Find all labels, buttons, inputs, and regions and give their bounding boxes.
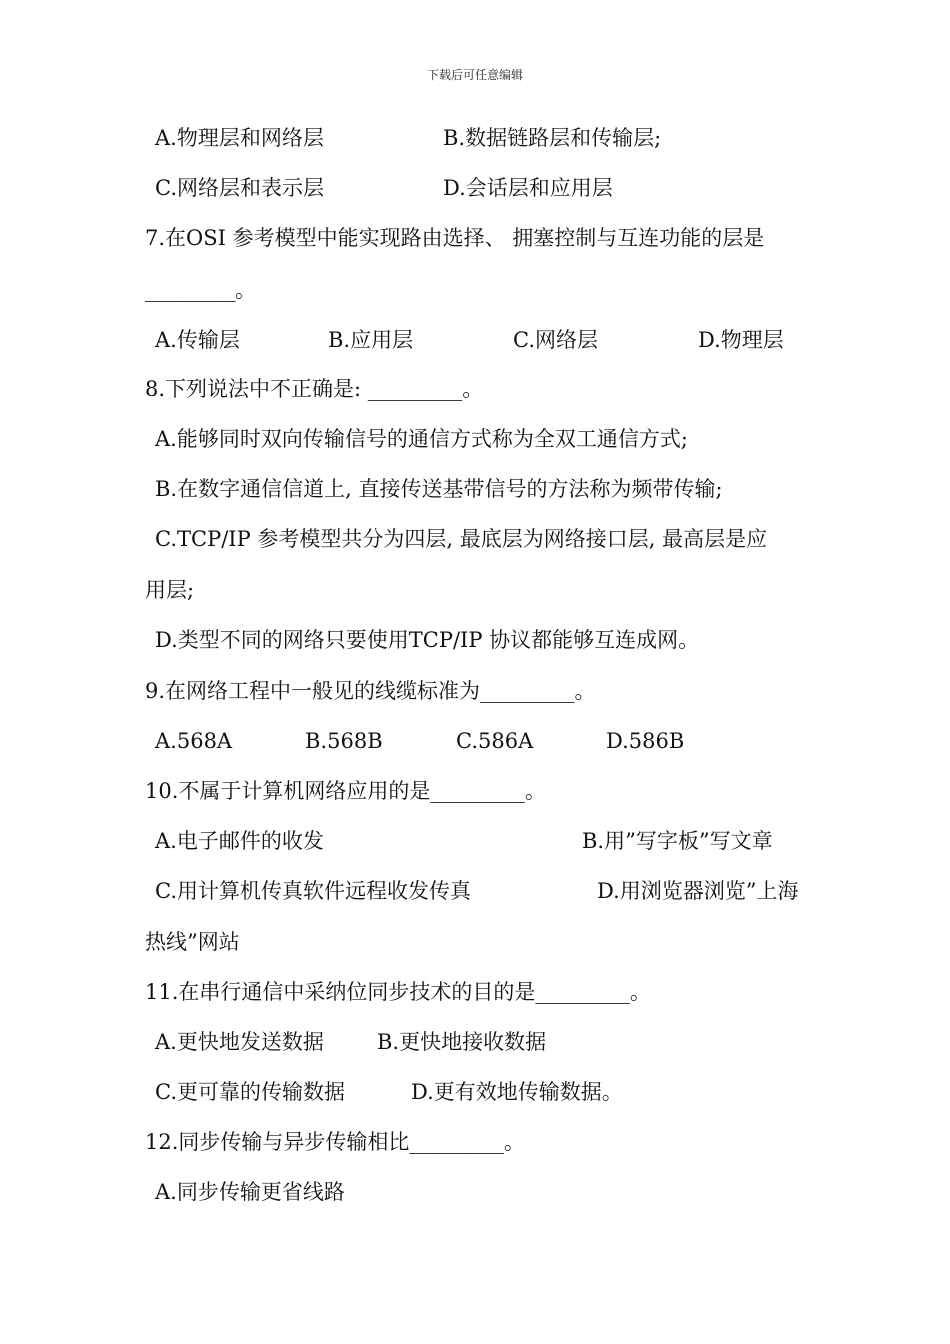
q6-option-d: D.会话层和应用层 — [443, 176, 613, 200]
q10-option-c: C.用计算机传真软件远程收发传真 — [155, 879, 471, 903]
q8-option-a: A.能够同时双向传输信号的通信方式称为全双工通信方式; — [155, 427, 688, 451]
q9-option-c: C.586A — [456, 729, 534, 753]
q9-option-b: B.568B — [305, 729, 383, 753]
q7-stem: 7.在OSI 参考模型中能实现路由选择、 拥塞控制与互连功能的层是 — [145, 226, 765, 250]
q10-option-a: A.电子邮件的收发 — [155, 829, 324, 853]
q12-stem: 12.同步传输与异步传输相比_________。 — [145, 1130, 525, 1154]
q8-option-c-line1: C.TCP/IP 参考模型共分为四层, 最底层为网络接口层, 最高层是应 — [155, 527, 768, 551]
q11-option-c: C.更可靠的传输数据 — [155, 1080, 345, 1104]
q6-option-a: A.物理层和网络层 — [155, 126, 324, 150]
q11-option-d: D.更有效地传输数据。 — [411, 1080, 623, 1104]
q9-option-d: D.586B — [606, 729, 685, 753]
q7-blank: _________。 — [145, 278, 256, 302]
q7-option-d: D.物理层 — [698, 328, 784, 352]
q11-option-b: B.更快地接收数据 — [377, 1030, 547, 1054]
q8-option-d: D.类型不同的网络只要使用TCP/IP 协议都能够互连成网。 — [155, 628, 700, 652]
q8-stem: 8.下列说法中不正确是: _________。 — [145, 377, 484, 401]
q10-option-b: B.用”写字板”写文章 — [582, 829, 773, 853]
q8-option-c-line2: 用层; — [145, 578, 195, 602]
page-header: 下载后可任意编辑 — [426, 68, 523, 82]
q8-option-b: B.在数字通信信道上, 直接传送基带信号的方法称为频带传输; — [155, 477, 723, 501]
q7-option-b: B.应用层 — [328, 328, 414, 352]
q7-option-a: A.传输层 — [155, 328, 240, 352]
q10-stem: 10.不属于计算机网络应用的是_________。 — [145, 779, 546, 803]
q10-option-d-line2: 热线”网站 — [145, 930, 240, 954]
q12-option-a: A.同步传输更省线路 — [155, 1180, 345, 1204]
q9-option-a: A.568A — [155, 729, 233, 753]
q11-option-a: A.更快地发送数据 — [155, 1030, 324, 1054]
q11-stem: 11.在串行通信中采纳位同步技术的目的是_________。 — [145, 980, 651, 1004]
q9-stem: 9.在网络工程中一般见的线缆标准为_________。 — [145, 679, 596, 703]
q7-option-c: C.网络层 — [513, 328, 598, 352]
q6-option-c: C.网络层和表示层 — [155, 176, 324, 200]
q6-option-b: B.数据链路层和传输层; — [443, 126, 662, 150]
q10-option-d-line1: D.用浏览器浏览”上海 — [597, 879, 799, 903]
